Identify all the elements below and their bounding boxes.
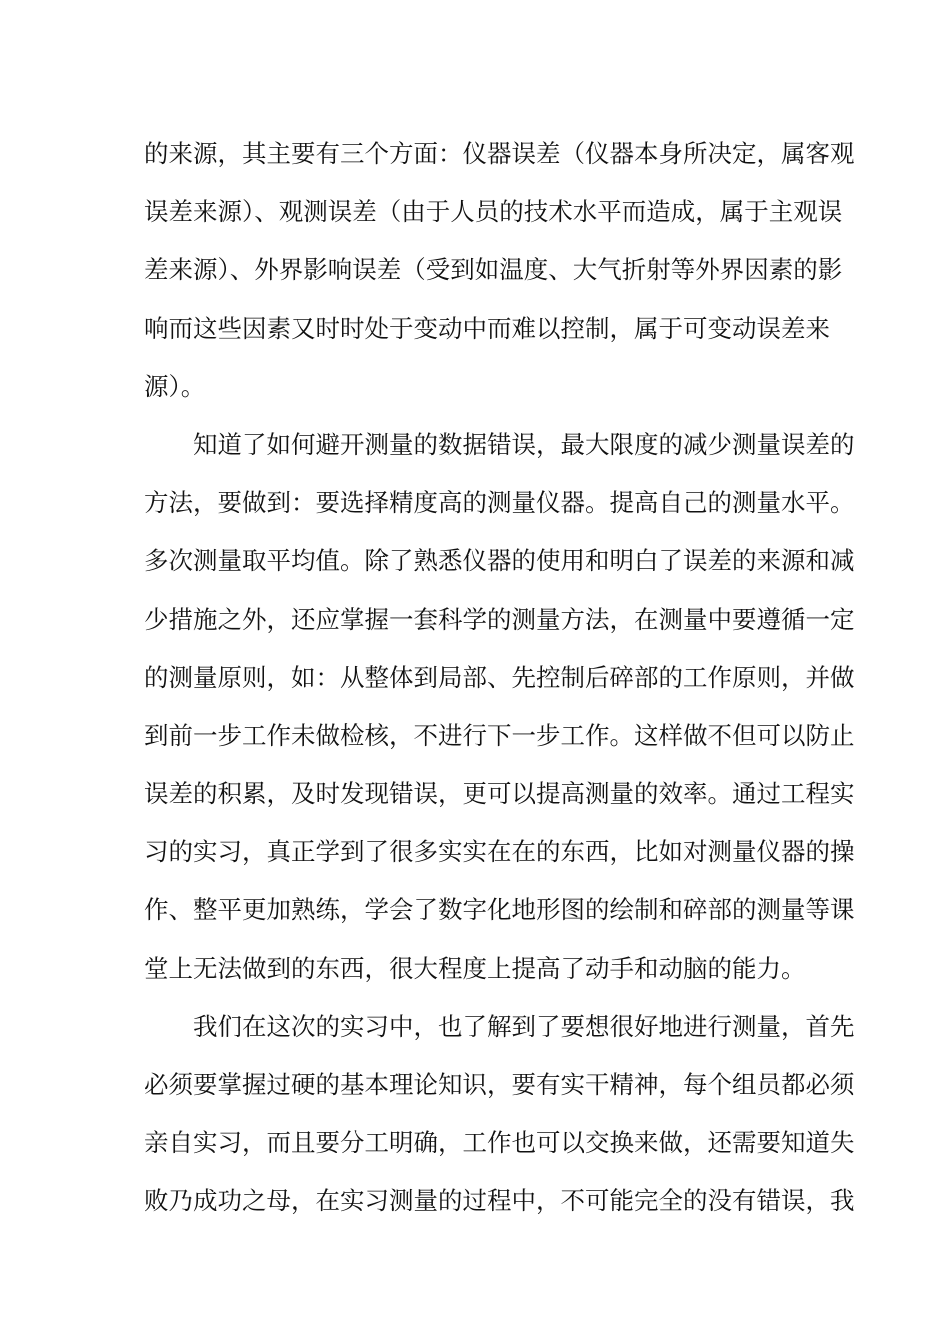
- text-line: 误差来源）、观测误差（由于人员的技术水平而造成，属于主观误: [144, 197, 843, 227]
- text-line: 到前一步工作未做检核，不进行下一步工作。这样做不但可以防止: [144, 720, 855, 750]
- text-line: 差来源）、外界影响误差（受到如温度、大气折射等外界因素的影: [144, 255, 843, 285]
- text-line: 必须要掌握过硬的基本理论知识，要有实干精神，每个组员都必须: [144, 1070, 855, 1099]
- text-line: 作、整平更加熟练，学会了数字化地形图的绘制和碎部的测量等课: [144, 895, 855, 925]
- text-line: 少措施之外，还应掌握一套科学的测量方法，在测量中要遵循一定: [144, 604, 855, 634]
- text-line: 败乃成功之母，在实习测量的过程中，不可能完全的没有错误，我: [144, 1186, 855, 1216]
- text-line: 响而这些因素又时时处于变动中而难以控制，属于可变动误差来: [144, 313, 830, 343]
- text-line: 多次测量取平均值。除了熟悉仪器的使用和明白了误差的来源和减: [144, 546, 855, 576]
- text-line: 习的实习，真正学到了很多实实在在的东西，比如对测量仪器的操: [144, 837, 855, 867]
- text-line: 我们在这次的实习中，也了解到了要想很好地进行测量，首先: [193, 1011, 855, 1041]
- text-line: 源）。: [144, 371, 206, 401]
- text-line: 知道了如何避开测量的数据错误，最大限度的减少测量误差的: [193, 429, 855, 459]
- text-line: 亲自实习，而且要分工明确，工作也可以交换来做，还需要知道失: [144, 1128, 855, 1158]
- text-line: 误差的积累，及时发现错误，更可以提高测量的效率。通过工程实: [144, 779, 855, 809]
- text-line: 堂上无法做到的东西，很大程度上提高了动手和动脑的能力。: [144, 953, 806, 983]
- text-line: 的来源，其主要有三个方面：仪器误差（仪器本身所决定，属客观: [144, 139, 855, 168]
- text-line: 方法，要做到：要选择精度高的测量仪器。提高自己的测量水平。: [144, 488, 855, 518]
- body-text: [144, 130, 855, 1236]
- text-line: 的测量原则，如：从整体到局部、先控制后碎部的工作原则，并做: [144, 662, 855, 692]
